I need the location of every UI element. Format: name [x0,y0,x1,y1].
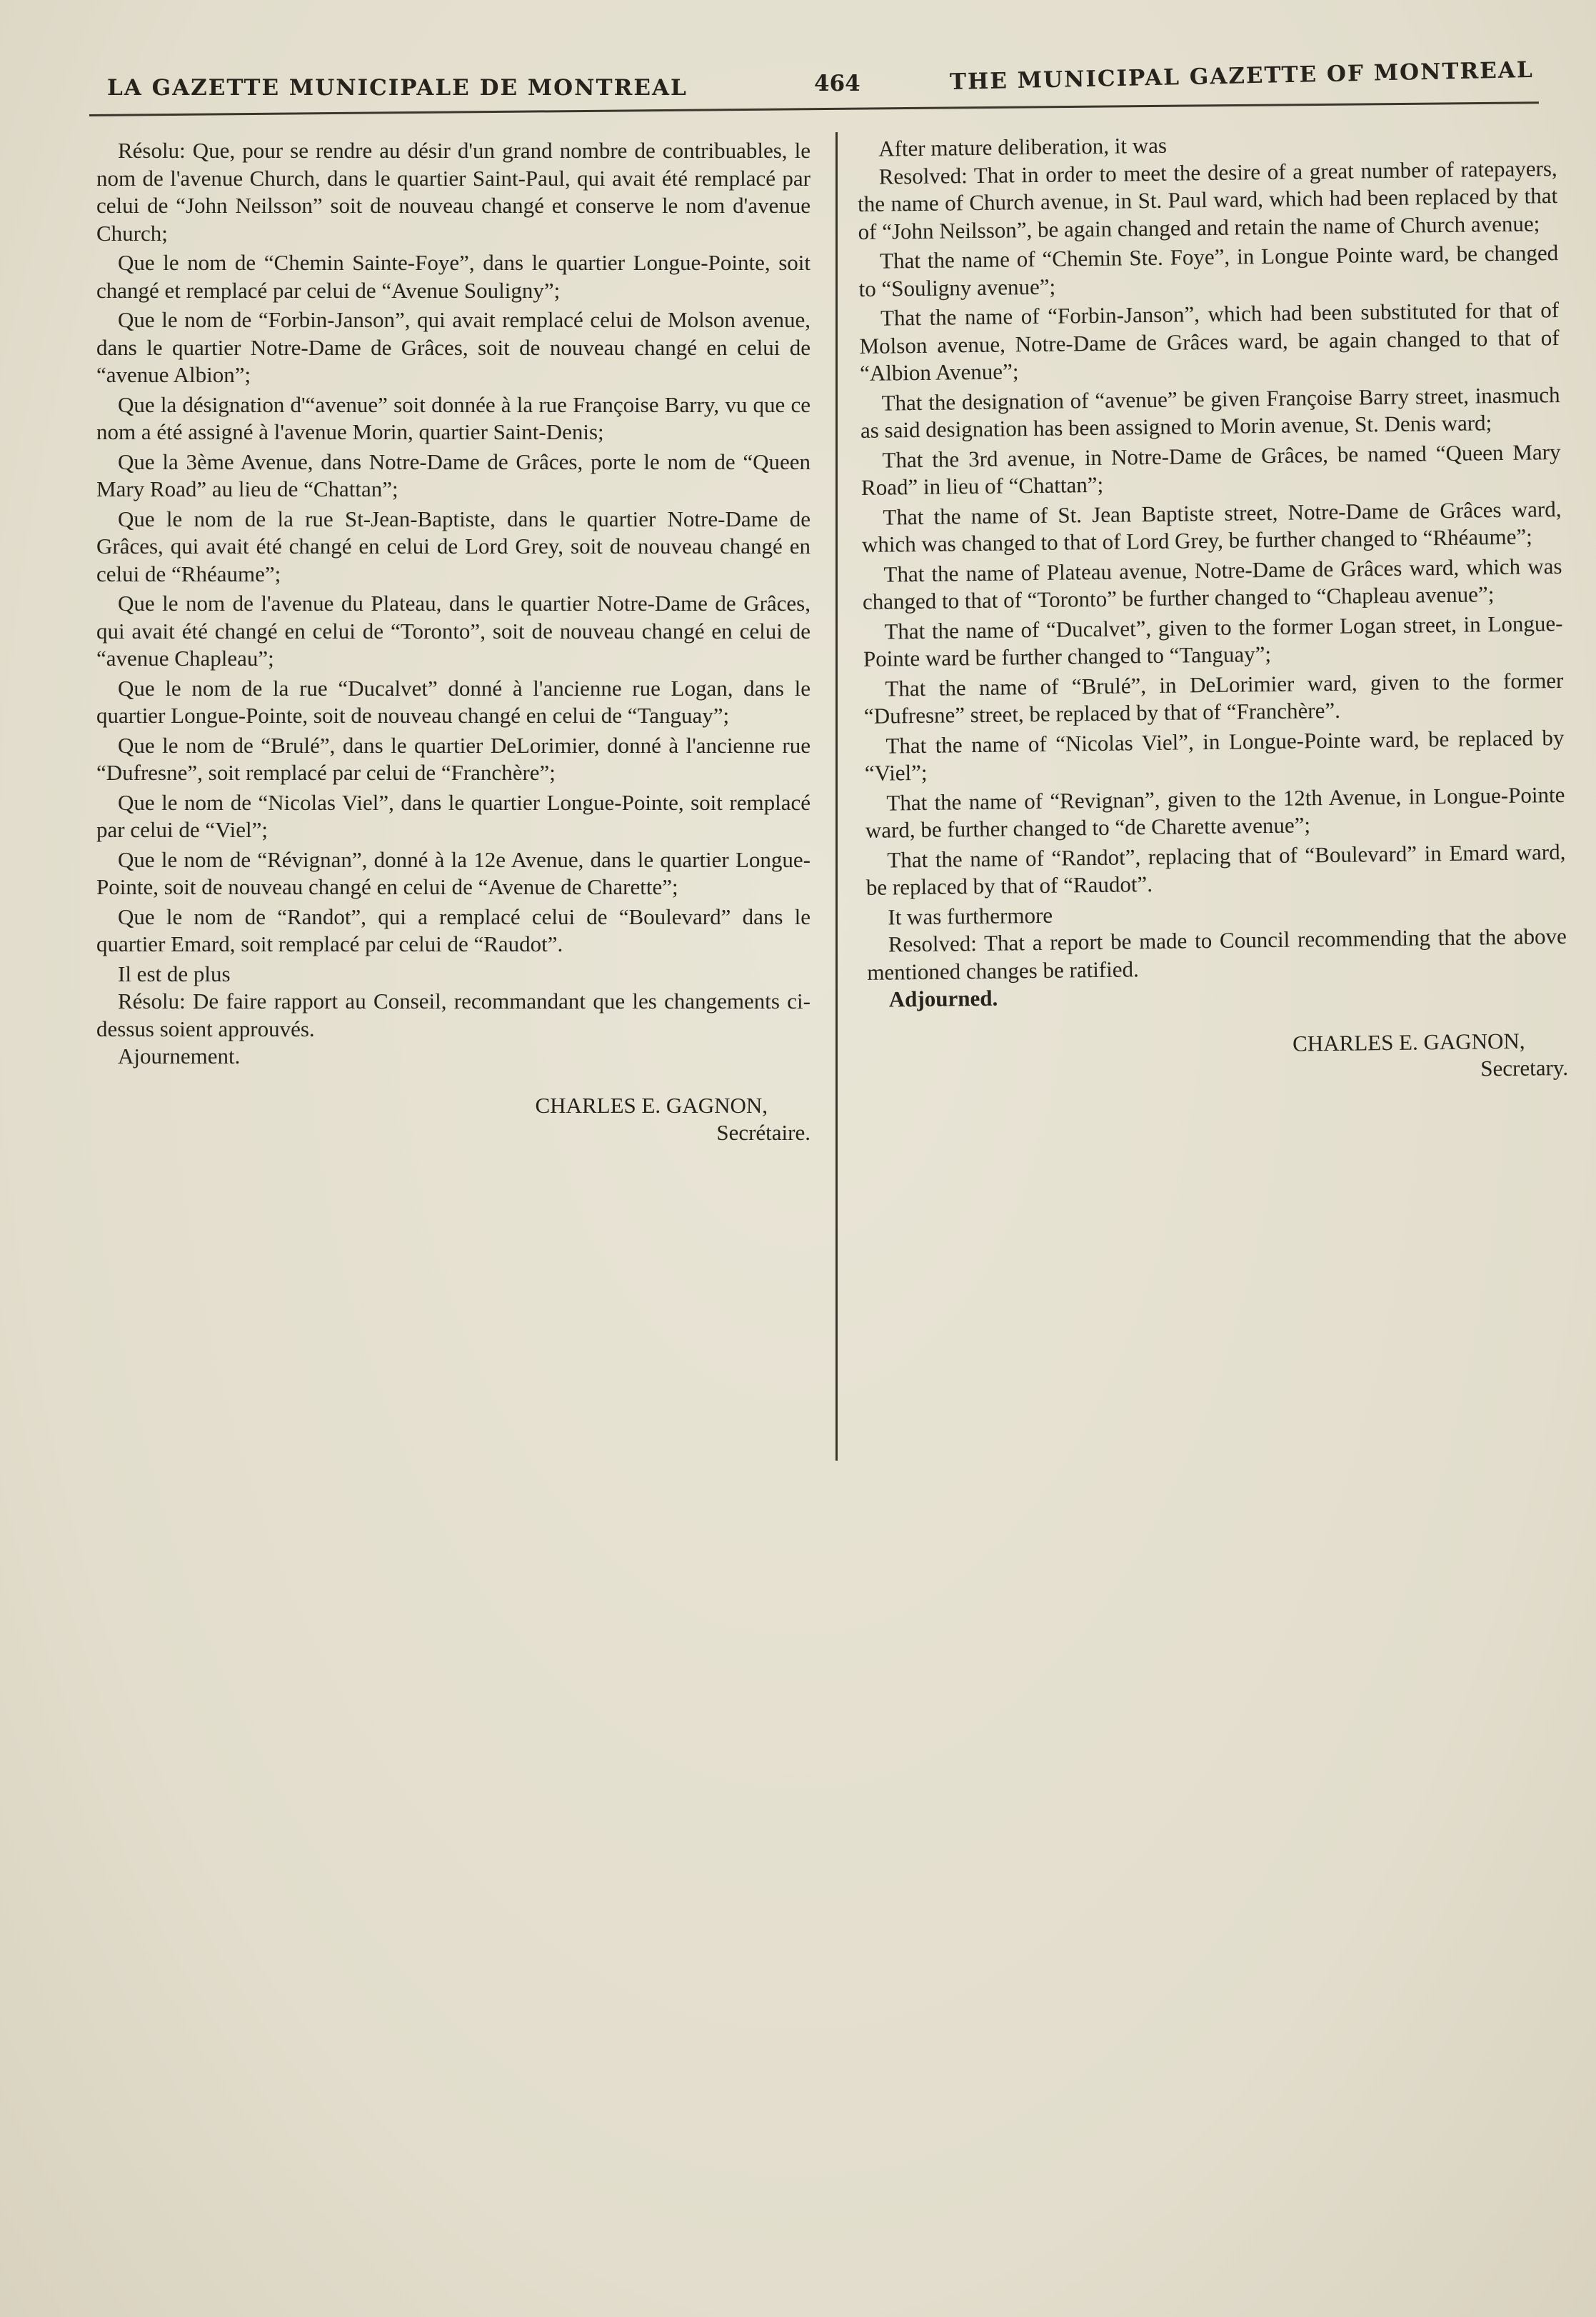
fr-paragraph: Que le nom de “Nicolas Viel”, dans le quartier Longue-Pointe, soit remplacé par celui de “Viel”; [96,789,810,842]
en-paragraph: Resolved: That a report be made to Council recommending that the above mentioned changes be ratified. [867,923,1567,985]
french-column [96,137,810,1147]
fr-paragraph: Que le nom de l'avenue du Plateau, dans le quartier Notre-Dame de Grâces, qui avait été changé en celui de “Toronto”, soit de nouveau changé en celui de “avenue Chapleau”; [96,591,810,671]
fr-paragraph: Que la désignation d'“avenue” soit donnée à la rue Françoise Barry, vu que ce nom a été assigné à l'avenue Morin, quartier Saint-Denis; [96,391,810,444]
en-paragraph: That the name of “Nicolas Viel”, in Longue-Pointe ward, be replaced by “Viel”; [864,724,1565,786]
en-paragraph: That the name of “Forbin-Janson”, which had been substituted for that of Molson avenue, Notre-Dame de Grâces ward, be again changed to that of “Albion Avenue”; [859,297,1560,386]
fr-signature [96,1092,810,1147]
fr-paragraph: Que le nom de “Randot”, qui a remplacé celui de “Boulevard” dans le quartier Emard, soit remplacé par celui de “Raudot”. [96,904,810,956]
en-paragraph: That the name of “Brulé”, in DeLorimier ward, given to the former “Dufresne” street, be replaced by that of “Franchère”. [863,667,1564,729]
fr-paragraph: Ajournement. [118,1044,241,1069]
french-masthead: LA GAZETTE MUNICIPALE DE MONTREAL [107,75,688,101]
column-divider [835,132,838,1461]
fr-paragraph: Que la 3ème Avenue, dans Notre-Dame de Grâces, porte le nom de “Queen Mary Road” au lieu de “Chattan”; [96,449,810,501]
en-paragraph: That the name of “Ducalvet”, given to the former Logan street, in Longue-Pointe ward be further changed to “Tanguay”; [863,610,1563,671]
fr-paragraph: Que le nom de la rue “Ducalvet” donné à l'ancienne rue Logan, dans le quartier Longue-Pointe, soit de nouveau changé en celui de “Tanguay”; [96,675,810,728]
en-paragraph: Resolved: That in order to meet the desire of a great number of ratepayers, the name of Church avenue, in St. Paul ward, which had been replaced by that of “John Neilsson”, be again changed and retain the name of Church avenue; [857,155,1558,244]
fr-paragraph: Que le nom de “Brulé”, dans le quartier DeLorimier, donné à l'ancienne rue “Dufresne”, soit remplacé par celui de “Franchère”; [96,732,810,785]
fr-paragraph: Résolu: De faire rapport au Conseil, recommandant que les changements ci-dessus soient approuvés. [96,989,810,1041]
fr-paragraph: Que le nom de “Chemin Sainte-Foye”, dans le quartier Longue-Pointe, soit changé et remplacé par celui de “Avenue Souligny”; [96,250,810,303]
en-signature-title: Secretary. [1480,1054,1569,1081]
fr-paragraph: Résolu: Que, pour se rendre au désir d'un grand nombre de contribuables, le nom de l'avenue Church, dans le quartier Saint-Paul, qui avait été remplacé par celui de “John Neilsson” soit de nouveau changé et conserve le nom d'avenue Church; [96,138,810,246]
fr-paragraph: Que le nom de la rue St-Jean-Baptiste, dans le quartier Notre-Dame de Grâces, qui avait été changé en celui de Lord Grey, soit de nouveau changé en celui de “Rhéaume”; [96,506,810,586]
fr-signature-name: CHARLES E. GAGNON, [535,1092,768,1118]
en-paragraph: Adjourned. [888,985,998,1012]
page-number: 464 [814,71,860,96]
en-paragraph: That the 3rd avenue, in Notre-Dame de Grâces, be named “Queen Mary Road” in lieu of “Chattan”; [860,439,1561,500]
en-paragraph: That the name of “Revignan”, given to the 12th Avenue, in Longue-Pointe ward, be further changed to “de Charette avenue”; [865,781,1565,843]
en-paragraph: That the name of Plateau avenue, Notre-Dame de Grâces ward, which was changed to that of “Toronto” be further changed to “Chapleau avenue”; [862,553,1562,614]
english-column [857,132,1569,1091]
fr-paragraph: Que le nom de “Forbin-Janson”, qui avait remplacé celui de Molson avenue, dans le quartier Notre-Dame de Grâces, soit de nouveau changé en celui de “avenue Albion”; [96,307,810,387]
en-paragraph: After mature deliberation, it was [878,132,1168,161]
en-paragraph: That the designation of “avenue” be given Françoise Barry street, inasmuch as said designation has been assigned to Morin avenue, St. Denis ward; [860,381,1560,443]
en-signature [868,1026,1568,1090]
en-paragraph: That the name of “Chemin Ste. Foye”, in Longue Pointe ward, be changed to “Souligny avenue”; [858,240,1559,301]
en-paragraph: It was furthermore [888,902,1053,930]
en-paragraph: That the name of St. Jean Baptiste street, Notre-Dame de Grâces ward, which was changed to that of Lord Grey, be further changed to “Rhéaume”; [861,496,1562,557]
en-paragraph: That the name of “Randot”, replacing that of “Boulevard” in Emard ward, be replaced by that of “Raudot”. [865,839,1566,900]
english-masthead: THE MUNICIPAL GAZETTE OF MONTREAL [949,56,1535,95]
en-signature-name: CHARLES E. GAGNON, [1292,1028,1525,1056]
fr-paragraph: Que le nom de “Révignan”, donné à la 12e Avenue, dans le quartier Longue-Pointe, soit de nouveau changé en celui de “Avenue de Charette”; [96,846,810,899]
fr-paragraph: Il est de plus [118,961,231,986]
fr-signature-title: Secrétaire. [716,1120,810,1145]
